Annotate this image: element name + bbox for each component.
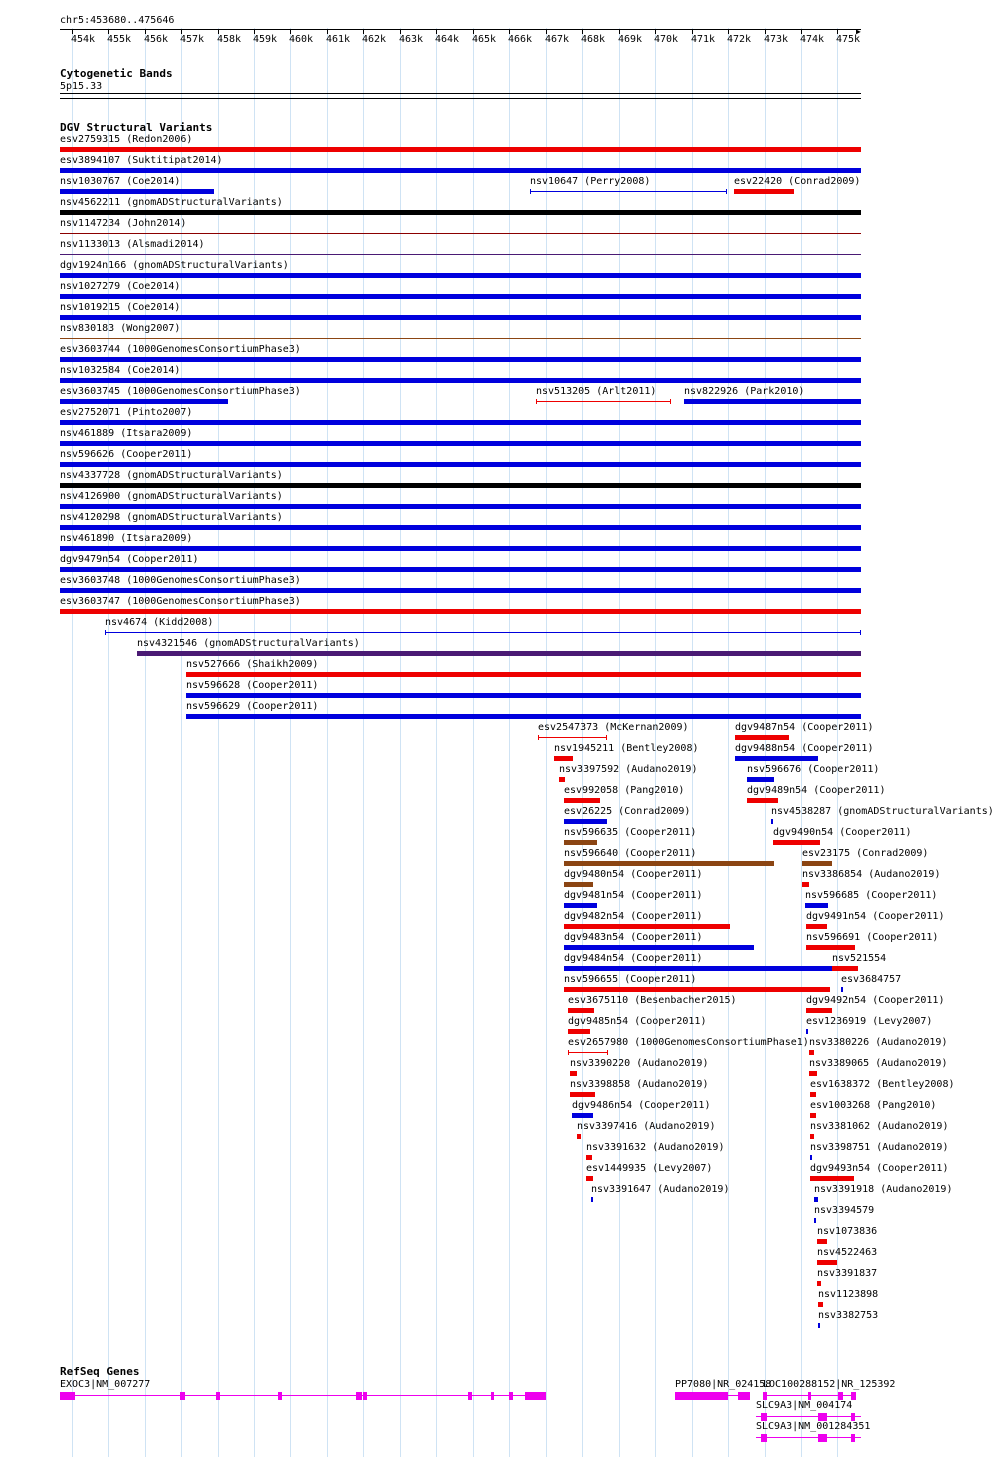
sv-label[interactable]: esv22420 (Conrad2009) [734,176,861,187]
sv-label[interactable]: dgv9485n54 (Cooper2011) [568,1016,707,1027]
sv-line-feature[interactable] [536,399,671,404]
ruler-tick-label: 464k [435,34,460,45]
ruler-tick-label: 459k [253,34,278,45]
sv-label[interactable]: nsv3397592 (Audano2019) [559,764,698,775]
sv-bar[interactable] [818,1302,823,1307]
sv-bar[interactable] [586,1176,593,1181]
sv-bar[interactable] [577,1134,581,1139]
sv-bar[interactable] [60,315,861,320]
gene-exon[interactable] [363,1392,367,1400]
sv-label[interactable]: dgv9481n54 (Cooper2011) [564,890,703,901]
sv-bar[interactable] [60,462,861,467]
sv-bar[interactable] [814,1218,816,1223]
sv-bar[interactable] [564,861,774,866]
sv-label[interactable]: nsv4120298 (gnomADStructuralVariants) [60,512,283,523]
sv-label[interactable]: nsv3391837 [817,1268,878,1279]
ruler-tick-label: 457k [180,34,205,45]
sv-label[interactable]: dgv9482n54 (Cooper2011) [564,911,703,922]
sv-label[interactable]: dgv9492n54 (Cooper2011) [806,995,945,1006]
sv-bar[interactable] [832,966,858,971]
sv-label[interactable]: esv1003268 (Pang2010) [810,1100,937,1111]
sv-label[interactable]: dgv9483n54 (Cooper2011) [564,932,703,943]
sv-label[interactable]: dgv9491n54 (Cooper2011) [806,911,945,922]
sv-label[interactable]: nsv513205 (Arlt2011) [536,386,657,397]
sv-line-feature[interactable] [538,735,607,740]
ruler-tick-label: 462k [362,34,387,45]
gene-label[interactable]: SLC9A3|NM_004174 [756,1400,853,1411]
sv-label[interactable]: nsv1073836 [817,1226,878,1237]
sv-label[interactable]: nsv1133013 (Alsmadi2014) [60,239,205,250]
sv-label[interactable]: nsv596628 (Cooper2011) [186,680,319,691]
sv-bar[interactable] [747,798,778,803]
sv-label[interactable]: esv1638372 (Bentley2008) [810,1079,955,1090]
gene-exon[interactable] [278,1392,282,1400]
sv-label[interactable]: esv2657980 (1000GenomesConsortiumPhase1) [568,1037,809,1048]
gene-exon[interactable] [468,1392,472,1400]
sv-bar[interactable] [60,189,214,194]
sv-bar[interactable] [60,420,861,425]
sv-label[interactable]: nsv1147234 (John2014) [60,218,187,229]
sv-label[interactable]: nsv1123898 [818,1289,879,1300]
ruler-tick-label: 463k [399,34,424,45]
sv-bar[interactable] [568,1008,594,1013]
grid-line [327,28,328,1457]
grid-line [254,28,255,1457]
sv-bar[interactable] [802,861,832,866]
sv-label[interactable]: nsv822926 (Park2010) [684,386,805,397]
sv-bar[interactable] [810,1176,854,1181]
sv-bar[interactable] [60,338,861,339]
gene-intron-line [60,1395,546,1396]
sv-bar[interactable] [591,1197,593,1202]
sv-bar[interactable] [60,168,861,173]
sv-label[interactable]: esv3675110 (Besenbacher2015) [568,995,737,1006]
sv-bar[interactable] [60,525,861,530]
sv-label[interactable]: esv23175 (Conrad2009) [802,848,929,859]
ruler-tick-label: 468k [581,34,606,45]
ruler-arrow-icon: ▶ [856,27,861,36]
sv-label[interactable]: nsv461890 (Itsara2009) [60,533,193,544]
gene-label[interactable]: LOC100288152|NR_125392 [763,1379,896,1390]
sv-label[interactable]: esv1236919 (Levy2007) [806,1016,933,1027]
sv-bar[interactable] [809,1050,814,1055]
sv-bar[interactable] [564,819,607,824]
sv-label[interactable]: dgv9484n54 (Cooper2011) [564,953,703,964]
ruler-tick-label: 456k [144,34,169,45]
gene-label[interactable]: PP7080|NR_024158 [675,1379,772,1390]
grid-line [218,28,219,1457]
sv-bar[interactable] [568,1029,590,1034]
sv-label[interactable]: nsv596635 (Cooper2011) [564,827,697,838]
sv-label[interactable]: esv3603748 (1000GenomesConsortiumPhase3) [60,575,301,586]
ruler-tick-label: 469k [618,34,643,45]
cytoband-line [60,98,861,99]
sv-label[interactable]: nsv3390220 (Audano2019) [570,1058,709,1069]
sv-label[interactable]: nsv3398751 (Audano2019) [810,1142,949,1153]
gene-exon[interactable] [808,1392,811,1400]
sv-bar[interactable] [805,903,828,908]
cytoband-line [60,93,861,94]
sv-bar[interactable] [60,567,861,572]
sv-label[interactable]: nsv596691 (Cooper2011) [806,932,939,943]
gene-exon[interactable] [491,1392,494,1400]
sv-label[interactable]: nsv596626 (Cooper2011) [60,449,193,460]
sv-bar[interactable] [806,924,827,929]
sv-label[interactable]: dgv9493n54 (Cooper2011) [810,1163,949,1174]
sv-bar[interactable] [817,1281,821,1286]
sv-bar[interactable] [60,378,861,383]
cytoband-track-title: Cytogenetic Bands [60,67,173,80]
sv-label[interactable]: esv3684757 [841,974,902,985]
sv-bar[interactable] [564,903,597,908]
sv-bar[interactable] [841,987,843,992]
sv-label[interactable]: dgv9486n54 (Cooper2011) [572,1100,711,1111]
sv-label[interactable]: nsv4562211 (gnomADStructuralVariants) [60,197,283,208]
ruler-tick-label: 470k [654,34,679,45]
ruler-coordinate-label: chr5:453680..475646 [60,15,175,26]
sv-label[interactable]: nsv10647 (Perry2008) [530,176,651,187]
sv-bar[interactable] [564,924,730,929]
gene-label[interactable]: EXOC3|NM_007277 [60,1379,151,1390]
sv-label[interactable]: nsv4337728 (gnomADStructuralVariants) [60,470,283,481]
ruler-tick-label: 472k [727,34,752,45]
sv-line-feature[interactable] [530,189,727,194]
gene-intron-line [756,1437,861,1438]
sv-label[interactable]: nsv461889 (Itsara2009) [60,428,193,439]
sv-bar[interactable] [735,756,818,761]
sv-bar[interactable] [60,233,861,234]
sv-label[interactable]: nsv1019215 (Coe2014) [60,302,181,313]
sv-bar[interactable] [60,441,861,446]
sv-bar[interactable] [186,672,861,677]
sv-bar[interactable] [60,210,861,215]
ruler-tick-label: 471k [691,34,716,45]
sv-label[interactable]: esv3603745 (1000GenomesConsortiumPhase3) [60,386,301,397]
sv-label[interactable]: dgv9479n54 (Cooper2011) [60,554,199,565]
sv-label[interactable]: nsv3397416 (Audano2019) [577,1121,716,1132]
sv-label[interactable]: nsv4126900 (gnomADStructuralVariants) [60,491,283,502]
sv-label[interactable]: nsv1032584 (Coe2014) [60,365,181,376]
sv-bar[interactable] [559,777,565,782]
sv-bar[interactable] [809,1071,817,1076]
ruler-tick-label: 460k [289,34,314,45]
cytoband-label: 5p15.33 [60,81,103,92]
sv-label[interactable]: nsv521554 [832,953,887,964]
dgv-track-title: DGV Structural Variants [60,121,213,134]
grid-line [400,28,401,1457]
grid-line [509,28,510,1457]
sv-label[interactable]: nsv3391632 (Audano2019) [586,1142,725,1153]
sv-bar[interactable] [60,609,861,614]
sv-bar[interactable] [814,1197,818,1202]
sv-bar[interactable] [810,1113,816,1118]
sv-label[interactable]: dgv9490n54 (Cooper2011) [773,827,912,838]
sv-bar[interactable] [564,798,600,803]
sv-bar[interactable] [818,1323,820,1328]
ruler-tick-label: 475k [836,34,861,45]
sv-label[interactable]: esv26225 (Conrad2009) [564,806,691,817]
refseq-track-title: RefSeq Genes [60,1365,140,1378]
sv-label[interactable]: esv2547373 (McKernan2009) [538,722,689,733]
ruler-tick-label: 455k [107,34,132,45]
sv-bar[interactable] [817,1239,827,1244]
gene-exon[interactable] [216,1392,220,1400]
sv-label[interactable]: dgv9487n54 (Cooper2011) [735,722,874,733]
sv-label[interactable]: nsv830183 (Wong2007) [60,323,181,334]
grid-line [728,28,729,1457]
sv-label[interactable]: esv2752071 (Pinto2007) [60,407,193,418]
grid-line [290,28,291,1457]
sv-label[interactable]: nsv4538287 (gnomADStructuralVariants) [771,806,994,817]
gene-exon[interactable] [509,1392,513,1400]
sv-line-feature[interactable] [105,630,861,635]
sv-bar[interactable] [747,777,774,782]
sv-bar[interactable] [570,1071,577,1076]
sv-label[interactable]: dgv9488n54 (Cooper2011) [735,743,874,754]
sv-bar[interactable] [564,945,754,950]
gene-intron-line [756,1416,861,1417]
sv-line-feature[interactable] [568,1050,608,1055]
sv-bar[interactable] [734,189,794,194]
ruler-tick-label: 466k [508,34,533,45]
sv-label[interactable]: nsv3391647 (Audano2019) [591,1184,730,1195]
sv-label[interactable]: dgv9480n54 (Cooper2011) [564,869,703,880]
gene-exon[interactable] [838,1392,843,1400]
sv-bar[interactable] [60,483,861,488]
sv-bar[interactable] [60,357,861,362]
sv-label[interactable]: nsv596676 (Cooper2011) [747,764,880,775]
sv-bar[interactable] [60,546,861,551]
sv-bar[interactable] [735,735,789,740]
sv-bar[interactable] [60,399,228,404]
sv-label[interactable]: nsv1030767 (Coe2014) [60,176,181,187]
sv-bar[interactable] [564,840,597,845]
ruler-tick-label: 473k [764,34,789,45]
gene-exon[interactable] [738,1392,750,1400]
sv-label[interactable]: nsv4674 (Kidd2008) [105,617,214,628]
ruler-tick-label: 454k [71,34,96,45]
sv-bar[interactable] [60,273,861,278]
sv-label[interactable]: esv2759315 (Redon2006) [60,134,193,145]
sv-bar[interactable] [570,1092,595,1097]
sv-bar[interactable] [802,882,809,887]
sv-label[interactable]: esv1449935 (Levy2007) [586,1163,713,1174]
sv-bar[interactable] [60,504,861,509]
grid-line [363,28,364,1457]
sv-label[interactable]: esv3894107 (Suktitipat2014) [60,155,223,166]
gene-exon[interactable] [851,1413,855,1421]
sv-label[interactable]: nsv3382753 [818,1310,879,1321]
gene-exon[interactable] [818,1434,827,1442]
sv-bar[interactable] [810,1134,814,1139]
sv-bar[interactable] [684,399,861,404]
sv-label[interactable]: nsv527666 (Shaikh2009) [186,659,319,670]
sv-bar[interactable] [60,588,861,593]
gene-exon[interactable] [763,1392,767,1400]
sv-label[interactable]: dgv9489n54 (Cooper2011) [747,785,886,796]
gene-exon[interactable] [851,1434,855,1442]
sv-bar[interactable] [554,756,573,761]
sv-label[interactable]: esv3603747 (1000GenomesConsortiumPhase3) [60,596,301,607]
grid-line [436,28,437,1457]
sv-bar[interactable] [564,882,593,887]
gene-label[interactable]: SLC9A3|NM_001284351 [756,1421,871,1432]
grid-line [473,28,474,1457]
sv-label[interactable]: nsv3389065 (Audano2019) [809,1058,948,1069]
gene-exon[interactable] [851,1392,856,1400]
sv-label[interactable]: nsv3398858 (Audano2019) [570,1079,709,1090]
sv-bar[interactable] [564,966,832,971]
sv-label[interactable]: nsv4321546 (gnomADStructuralVariants) [137,638,360,649]
sv-label[interactable]: dgv1924n166 (gnomADStructuralVariants) [60,260,289,271]
sv-bar[interactable] [806,1029,808,1034]
sv-label[interactable]: esv3603744 (1000GenomesConsortiumPhase3) [60,344,301,355]
gene-exon[interactable] [818,1413,827,1421]
sv-bar[interactable] [810,1155,812,1160]
gene-exon[interactable] [356,1392,362,1400]
grid-line [546,28,547,1457]
sv-bar[interactable] [572,1113,593,1118]
sv-bar[interactable] [564,987,830,992]
sv-bar[interactable] [810,1092,816,1097]
sv-bar[interactable] [817,1260,837,1265]
sv-label[interactable]: nsv3381062 (Audano2019) [810,1121,949,1132]
sv-bar[interactable] [806,1008,832,1013]
sv-label[interactable]: nsv596640 (Cooper2011) [564,848,697,859]
gene-exon[interactable] [761,1434,767,1442]
sv-label[interactable]: nsv3386854 (Audano2019) [802,869,941,880]
sv-bar[interactable] [137,651,861,656]
ruler-tick-label: 467k [545,34,570,45]
sv-bar[interactable] [586,1155,592,1160]
sv-label[interactable]: nsv596629 (Cooper2011) [186,701,319,712]
sv-label[interactable]: nsv596655 (Cooper2011) [564,974,697,985]
sv-bar[interactable] [806,945,855,950]
ruler-tick-label: 474k [800,34,825,45]
gene-exon[interactable] [675,1392,728,1400]
sv-label[interactable]: nsv3380226 (Audano2019) [809,1037,948,1048]
gene-exon[interactable] [180,1392,185,1400]
ruler-tick-label: 458k [217,34,242,45]
sv-label[interactable]: nsv596685 (Cooper2011) [805,890,938,901]
sv-bar[interactable] [771,819,773,824]
gene-exon[interactable] [525,1392,546,1400]
gene-exon[interactable] [60,1392,75,1400]
sv-bar[interactable] [186,714,861,719]
sv-bar[interactable] [60,294,861,299]
sv-bar[interactable] [773,840,820,845]
sv-label[interactable]: nsv3394579 [814,1205,875,1216]
sv-bar[interactable] [60,254,861,255]
sv-label[interactable]: nsv1945211 (Bentley2008) [554,743,699,754]
sv-label[interactable]: nsv1027279 (Coe2014) [60,281,181,292]
ruler-tick-label: 465k [472,34,497,45]
sv-label[interactable]: esv992058 (Pang2010) [564,785,685,796]
sv-bar[interactable] [60,147,861,152]
sv-label[interactable]: nsv4522463 [817,1247,878,1258]
ruler-tick-label: 461k [326,34,351,45]
sv-bar[interactable] [186,693,861,698]
sv-label[interactable]: nsv3391918 (Audano2019) [814,1184,953,1195]
gene-exon[interactable] [761,1413,767,1421]
